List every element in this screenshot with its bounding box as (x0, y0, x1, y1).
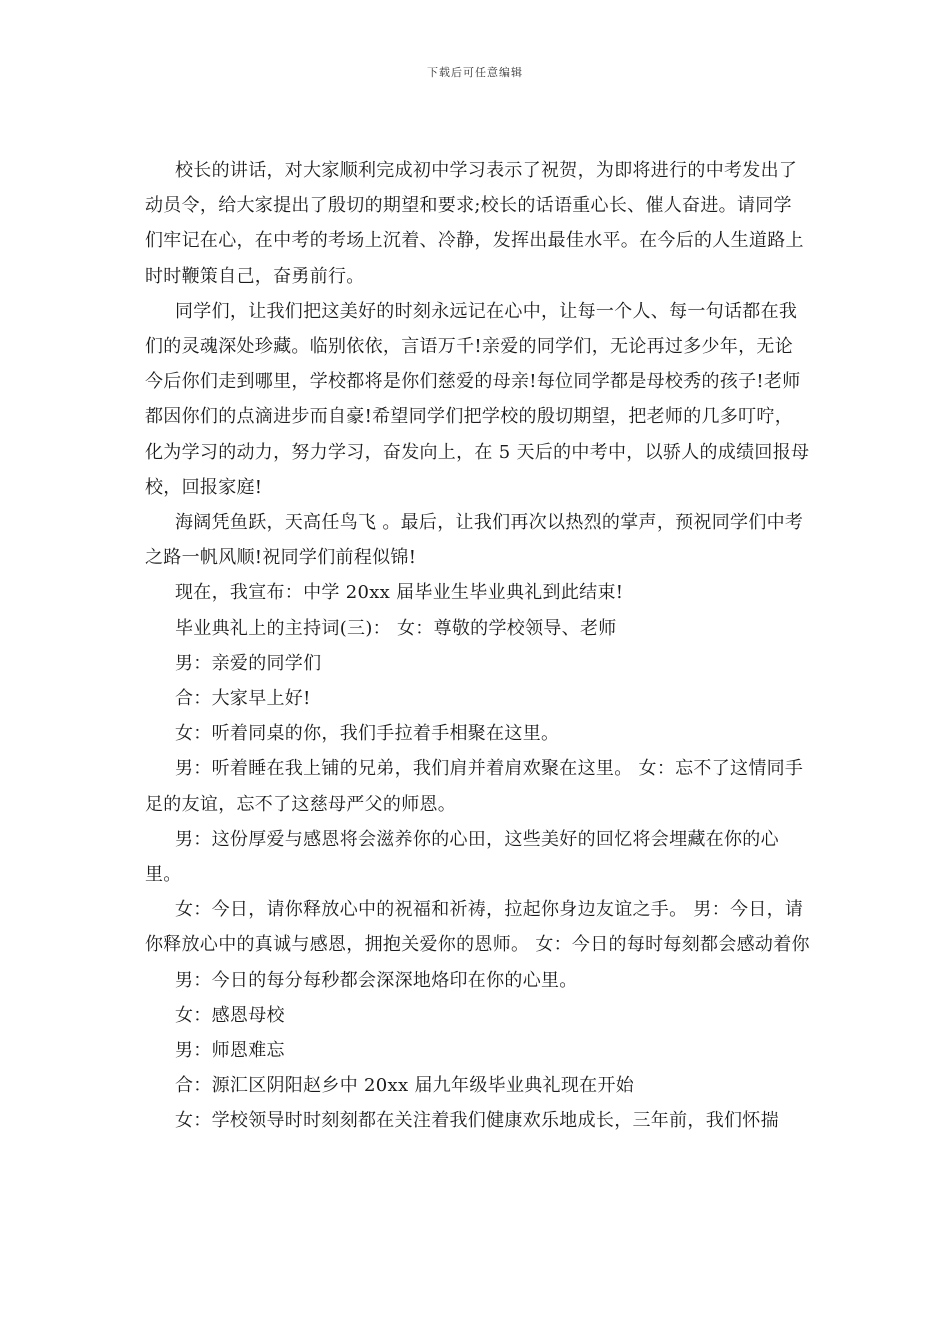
paragraph: 女：今日，请你释放心中的祝福和祈祷，拉起你身边友谊之手。 男：今日，请你释放心中的真诚与感恩，拥抱关爱你的恩师。 女：今日的每时每刻都会感动着你 (145, 899, 810, 956)
paragraph: 男：听着睡在我上铺的兄弟，我们肩并着肩欢聚在这里。 女：忘不了这情同手足的友谊，忘不了这慈母严父的师恩。 (145, 758, 804, 815)
paragraph: 现在，我宣布：中学 20xx 届毕业生毕业典礼到此结束! (175, 582, 624, 604)
paragraph: 合：源汇区阴阳赵乡中 20xx 届九年级毕业典礼现在开始 (175, 1075, 635, 1097)
paragraph: 女：听着同桌的你，我们手拉着手相聚在这里。 (175, 723, 560, 745)
paragraph: 合：大家早上好! (175, 688, 311, 710)
paragraph: 男：亲爱的同学们 (175, 652, 322, 674)
paragraph: 女：感恩母校 (175, 1004, 285, 1026)
paragraph: 海阔凭鱼跃，天高任鸟飞 。最后，让我们再次以热烈的掌声，预祝同学们中考之路一帆风顺!祝同学们前程似锦! (145, 512, 804, 569)
document-body (145, 153, 810, 1139)
paragraph: 同学们，让我们把这美好的时刻永远记在心中，让每一个人、每一句话都在我们的灵魂深处珍藏。临别依依，言语万千!亲爱的同学们，无论再过多少年，无论今后你们走到哪里，学校都将是你们慈爱的母亲!每位同学都是母校秀的孩子!老师都因你们的点滴进步而自豪!希望同学们把学校的殷切期望，把老师的几多叮咛，化为学习的动力，努力学习，奋发向上，在 5 天后的中考中，以骄人的成绩回报母校，回报家庭! (145, 300, 810, 498)
paragraph: 男：师恩难忘 (175, 1040, 285, 1062)
paragraph: 男：今日的每分每秒都会深深地烙印在你的心里。 (175, 969, 578, 991)
page-header: 下载后可任意编辑 (427, 66, 523, 79)
paragraph: 女：学校领导时时刻刻都在关注着我们健康欢乐地成长，三年前，我们怀揣 (175, 1110, 779, 1132)
paragraph: 男：这份厚爱与感恩将会滋养你的心田，这些美好的回忆将会埋藏在你的心里。 (145, 828, 779, 886)
paragraph: 校长的讲话，对大家顺利完成初中学习表示了祝贺，为即将进行的中考发出了动员令，给大家提出了殷切的期望和要求;校长的话语重心长、催人奋进。请同学们牢记在心，在中考的考场上沉着、冷静，发挥出最佳水平。在今后的人生道路上时时鞭策自己，奋勇前行。 (145, 160, 804, 287)
paragraph: 毕业典礼上的主持词(三)： 女：尊敬的学校领导、老师 (175, 617, 617, 639)
